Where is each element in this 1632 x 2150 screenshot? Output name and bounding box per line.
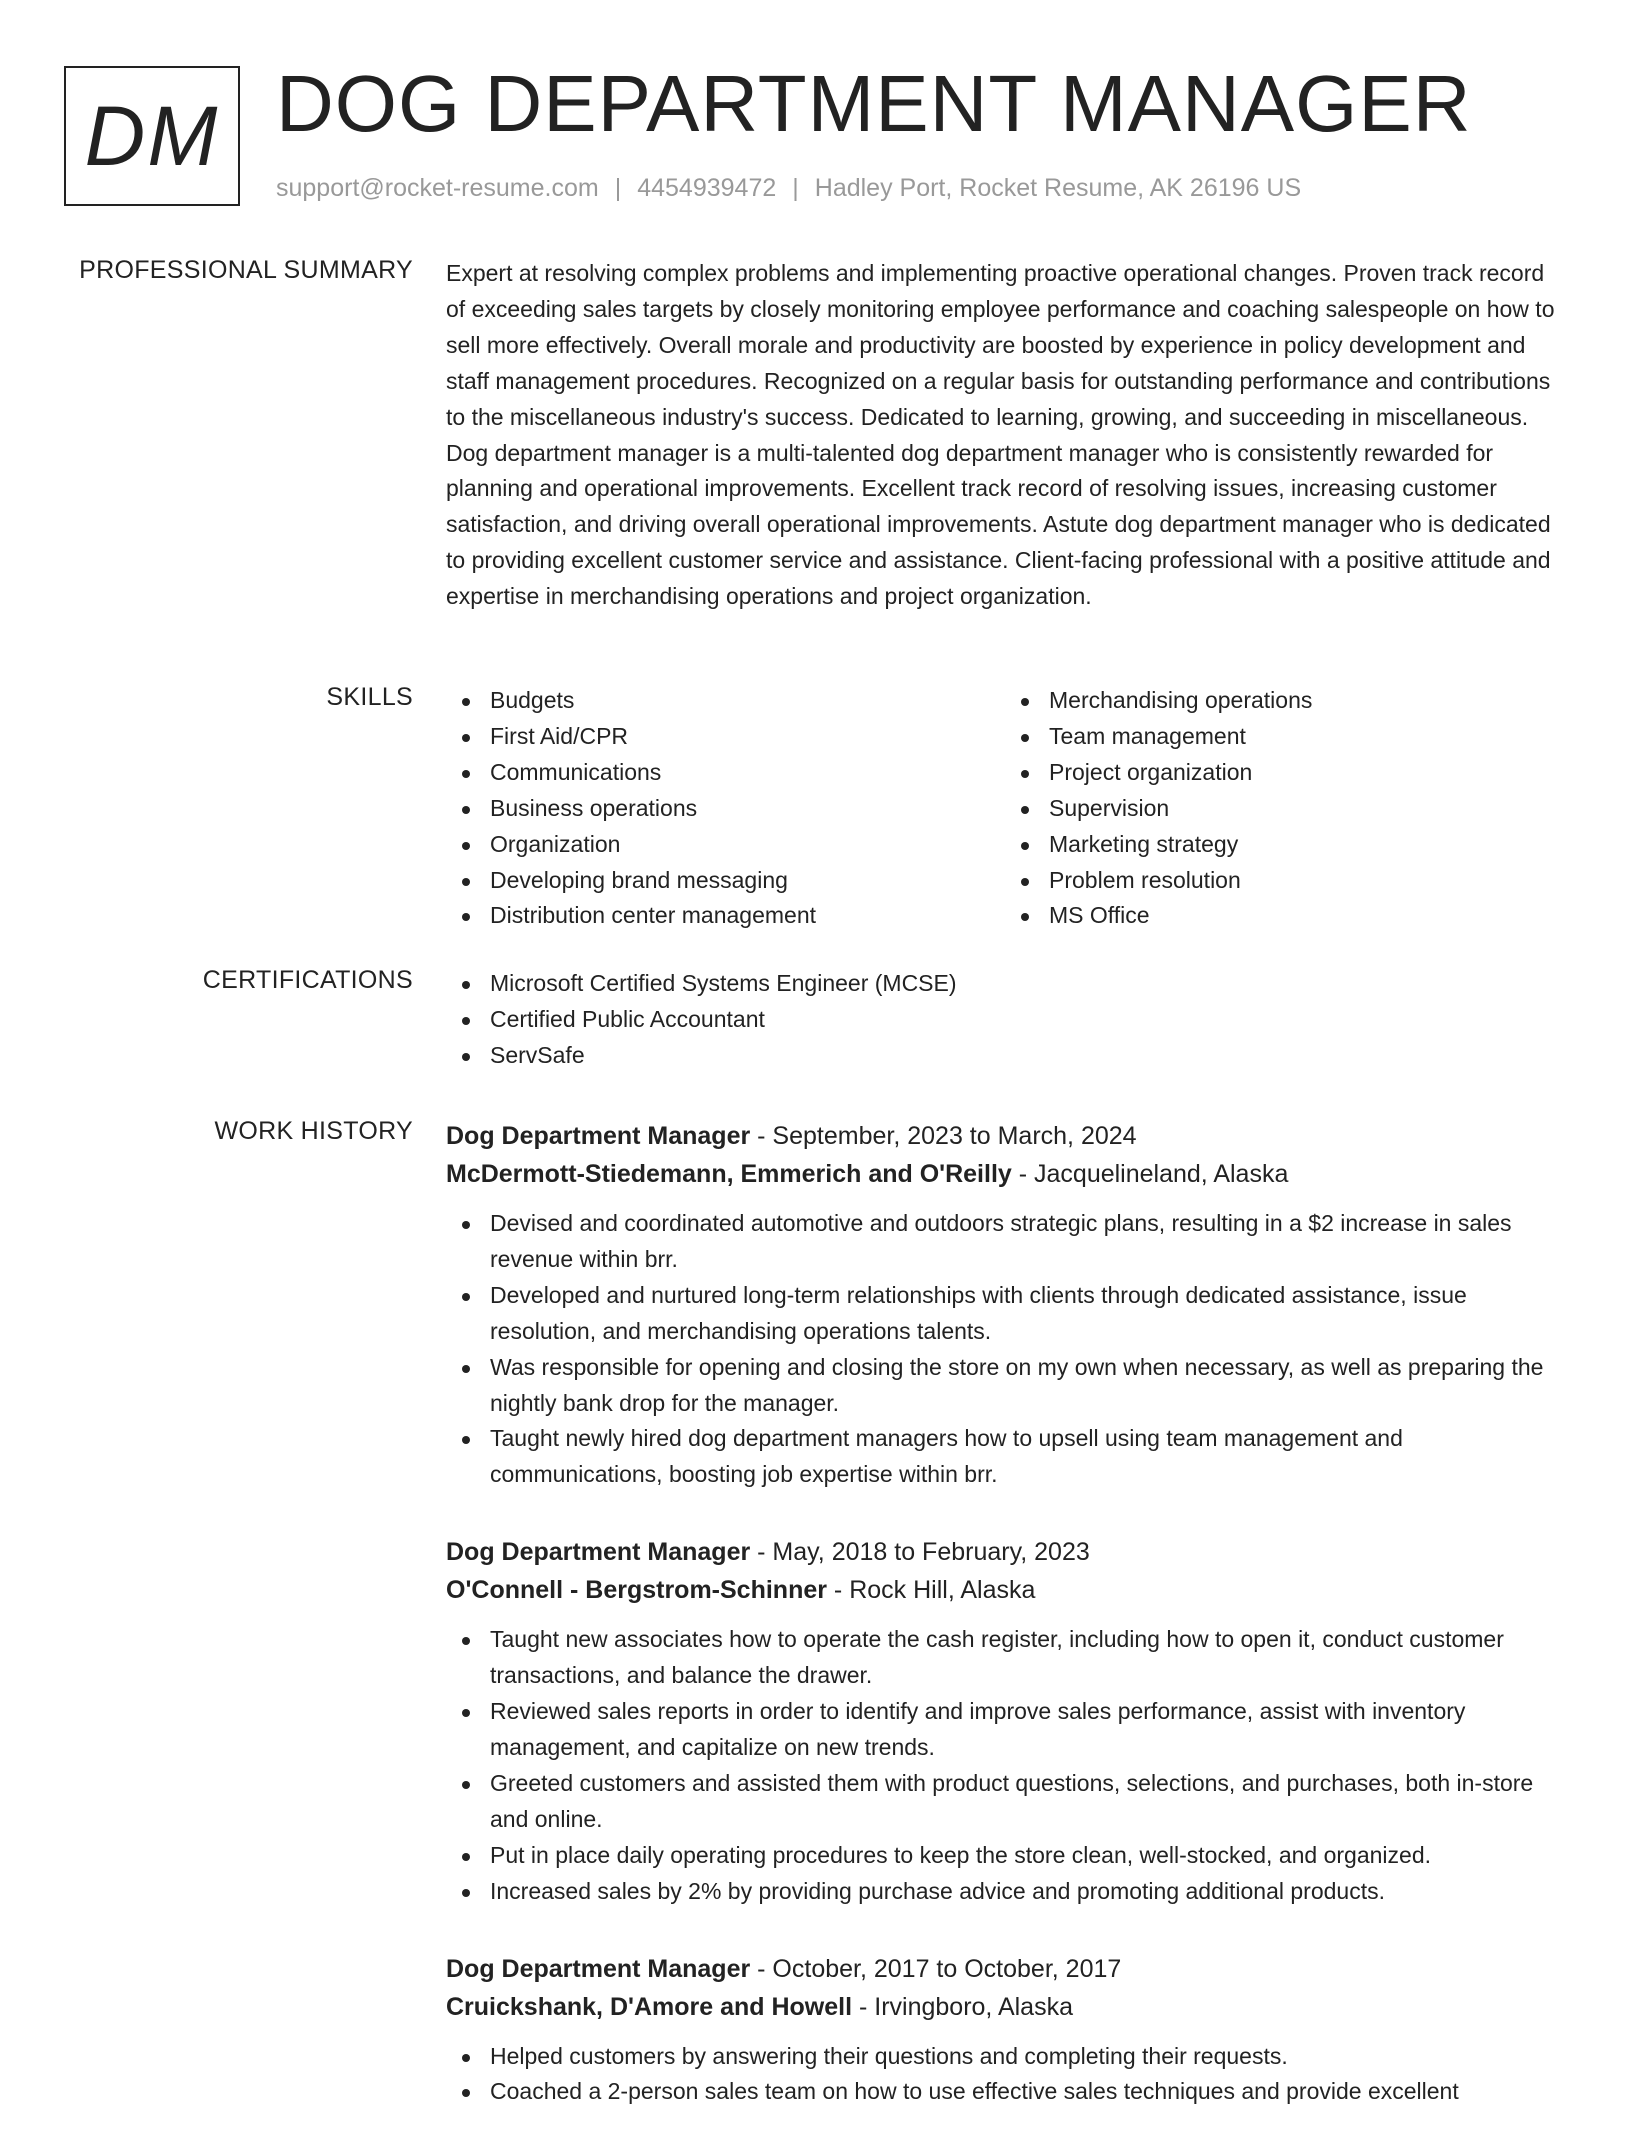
job-duty: Taught newly hired dog department managers how to upsell using team management and communications, boosting job expertise within brr.	[490, 1421, 1564, 1493]
certification-item: Microsoft Certified Systems Engineer (MCSE)	[490, 966, 1564, 1002]
skill-item: Marketing strategy	[1049, 827, 1564, 863]
skill-item: First Aid/CPR	[490, 719, 1005, 755]
certifications-list	[446, 966, 1564, 1074]
job-company: O'Connell - Bergstrom-Schinner	[446, 1576, 827, 1605]
skill-item: Organization	[490, 827, 1005, 863]
job-duties	[446, 1206, 1564, 1493]
job-duty: Increased sales by 2% by providing purchase advice and promoting additional products.	[490, 1874, 1564, 1910]
contact-separator: |	[792, 174, 799, 202]
skill-item: Project organization	[1049, 755, 1564, 791]
work-history-list	[446, 1117, 1564, 2150]
work-history-heading: WORK HISTORY	[214, 1117, 413, 1145]
job-company: McDermott-Stiedemann, Emmerich and O'Reilly	[446, 1160, 1012, 1188]
skills-heading: SKILLS	[326, 683, 413, 711]
job-duty: Helped customers by answering their questions and completing their requests.	[490, 2039, 1564, 2075]
job-entry	[446, 1533, 1564, 1909]
candidate-name: DOG DEPARTMENT MANAGER	[276, 59, 1472, 148]
job-location: - Jacquelineland, Alaska	[1011, 1160, 1289, 1188]
skills-column-right	[1005, 683, 1564, 934]
skill-item: Team management	[1049, 719, 1564, 755]
skill-item: Communications	[490, 755, 1005, 791]
job-duty: Was responsible for opening and closing the store on my own when necessary, as well as preparing the nightly bank drop for the manager.	[490, 1350, 1564, 1422]
skill-item: Supervision	[1049, 791, 1564, 827]
job-duty: Greeted customers and assisted them with product questions, selections, and purchases, both in-store and online.	[490, 1766, 1564, 1838]
job-entry	[446, 1117, 1564, 1493]
job-duty: Put in place daily operating procedures to keep the store clean, well-stocked, and organized.	[490, 1838, 1564, 1874]
skill-item: Problem resolution	[1049, 863, 1564, 899]
skill-item: Business operations	[490, 791, 1005, 827]
certifications-heading: CERTIFICATIONS	[202, 966, 413, 994]
skill-item: MS Office	[1049, 898, 1564, 934]
certification-item: Certified Public Accountant	[490, 1002, 1564, 1038]
job-company-line	[446, 1155, 1564, 1193]
job-company-line	[446, 1571, 1564, 1609]
summary-heading: PROFESSIONAL SUMMARY	[79, 256, 413, 284]
contact-line	[276, 174, 1301, 203]
job-duty: Reviewed sales reports in order to identify and improve sales performance, assist with inventory management, and capitalize on new trends.	[490, 1694, 1564, 1766]
job-duty: Taught new associates how to operate the cash register, including how to open it, conduct customer transactions, and balance the drawer.	[490, 1622, 1564, 1694]
skill-item: Distribution center management	[490, 898, 1005, 934]
certification-item: ServSafe	[490, 1038, 1564, 1074]
contact-email[interactable]: support@rocket-resume.com	[276, 174, 599, 202]
monogram-logo: DM	[64, 66, 240, 206]
contact-phone[interactable]: 4454939472	[637, 174, 777, 202]
skill-item: Developing brand messaging	[490, 863, 1005, 899]
job-location: - Irvingboro, Alaska	[852, 1992, 1073, 2021]
job-entry	[446, 1950, 1564, 2111]
job-title: Dog Department Manager	[446, 1954, 751, 1983]
job-title-line	[446, 1533, 1564, 1571]
job-company-line	[446, 1988, 1564, 2026]
skill-item: Merchandising operations	[1049, 683, 1564, 719]
skill-item: Budgets	[490, 683, 1005, 719]
job-dates: - May, 2018 to February, 2023	[750, 1538, 1090, 1567]
job-title-line	[446, 1117, 1564, 1155]
job-duty: Devised and coordinated automotive and outdoors strategic plans, resulting in a $2 increase in sales revenue within brr.	[490, 1206, 1564, 1278]
job-title: Dog Department Manager	[446, 1538, 751, 1567]
contact-address: Hadley Port, Rocket Resume, AK 26196 US	[814, 174, 1302, 202]
job-duty: Developed and nurtured long-term relationships with clients through dedicated assistance, issue resolution, and merchandising operations talents.	[490, 1278, 1564, 1350]
skills-list	[446, 683, 1564, 934]
job-title: Dog Department Manager	[446, 1122, 751, 1150]
job-dates: - September, 2023 to March, 2024	[750, 1122, 1137, 1150]
job-duties	[446, 2039, 1564, 2111]
job-duty: Coached a 2-person sales team on how to use effective sales techniques and provide excellent	[490, 2074, 1564, 2110]
skills-column-left	[446, 683, 1005, 934]
job-company: Cruickshank, D'Amore and Howell	[446, 1992, 853, 2021]
contact-separator: |	[614, 174, 622, 202]
job-duties	[446, 1622, 1564, 1909]
job-location: - Rock Hill, Alaska	[826, 1576, 1036, 1605]
summary-text: Expert at resolving complex problems and implementing proactive operational changes. Proven track record of exceeding sales targets by closely monitoring employee performance and coaching salespeople on how to sell more effectively. Overall morale and productivity are boosted by experience in policy development and staff management procedures. Recognized on a regular basis for outstanding performance and contributions to the miscellaneous industry's success. Dedicated to learning, growing, and succeeding in miscellaneous. Dog department manager is a multi-talented dog department manager who is consistently rewarded for planning and operational improvements. Excellent track record of resolving issues, increasing customer satisfaction, and driving overall operational improvements. Astute dog department manager who is dedicated to providing excellent customer service and assistance. Client-facing professional with a positive attitude and expertise in merchandising operations and project organization.	[446, 260, 1555, 610]
job-dates: - October, 2017 to October, 2017	[750, 1954, 1122, 1983]
job-title-line	[446, 1950, 1564, 1988]
